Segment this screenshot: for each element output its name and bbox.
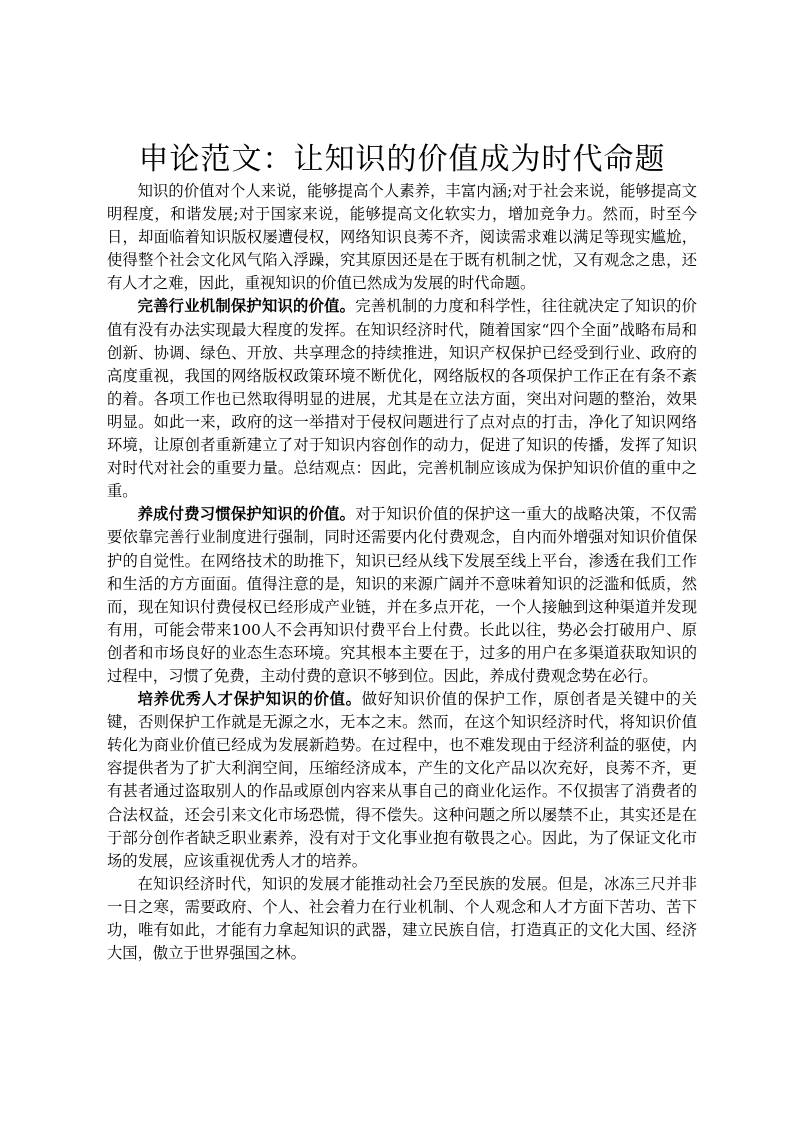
paragraph-payment — [107, 503, 697, 688]
paragraph-lead: 培养优秀人才保护知识的价值。 — [137, 690, 362, 709]
paragraph-text: 知识的价值对个人来说，能够提高个人素养，丰富内涵;对于社会来说，能够提高文明程度，和谐发展;对于国家来说，能够提高文化软实力，增加竞争力。然而，时至今日，却面临着知识版权屡遭侵权，网络知识良莠不齐，阅读需求难以满足等现实尴尬，使得整个社会文化风气陷入浮躁，究其原因还是在于既有机制之忧，又有观念之患，还有人才之难，因此，重视知识的价值已然成为发展的时代命题。 — [107, 182, 697, 293]
paragraph-mechanism — [107, 295, 697, 503]
paragraph-conclusion — [107, 873, 697, 965]
paragraph-talent — [107, 688, 697, 873]
paragraph-lead: 完善行业机制保护知识的价值。 — [137, 297, 356, 316]
paragraph-text: 对于知识价值的保护这一重大的战略决策，不仅需要依靠完善行业制度进行强制，同时还需要内化付费观念，自内而外增强对知识价值保护的自觉性。在网络技术的助推下，知识已经从线下发展至线上平台，渗透在我们工作和生活的方方面面。值得注意的是，知识的来源广阔并不意味着知识的泛滥和低质，然而，现在知识付费侵权已经形成产业链，并在多点开花，一个人接触到这种渠道并发现有用，可能会带来100人不会再知识付费平台上付费。长此以往，势必会打破用户、原创者和市场良好的业态生态环境。究其根本主要在于，过多的用户在多渠道获取知识的过程中，习惯了免费，主动付费的意识不够到位。因此，养成付费观念势在必行。 — [107, 505, 697, 685]
paragraph-text: 在知识经济时代，知识的发展才能推动社会乃至民族的发展。但是，冰冻三尺并非一日之寒，需要政府、个人、社会着力在行业机制、个人观念和人才方面下苦功、苦下功，唯有如此，才能有力拿起知识的武器，建立民族自信，打造真正的文化大国、经济大国，傲立于世界强国之林。 — [107, 874, 697, 963]
paragraph-intro — [107, 180, 697, 295]
paragraph-lead: 养成付费习惯保护知识的价值。 — [137, 505, 356, 524]
paragraph-text: 做好知识价值的保护工作，原创者是关键中的关键，否则保护工作就是无源之水，无本之末。然而，在这个知识经济时代，将知识价值转化为商业价值已经成为发展新趋势。在过程中，也不难发现由于经济利益的驱使，内容提供者为了扩大利润空间，压缩经济成本，产生的文化产品以次充好，良莠不齐，更有甚者通过盗取别人的作品或原创内容来从事自己的商业化运作。不仅损害了消费者的合法权益，还会引来文化市场恐慌，得不偿失。这种问题之所以屡禁不止，其实还是在于部分创作者缺乏职业素养，没有对于文化事业抱有敬畏之心。因此，为了保证文化市场的发展，应该重视优秀人才的培养。 — [107, 690, 697, 870]
document-title: 申论范文：让知识的价值成为时代命题 — [138, 142, 666, 177]
document-page — [107, 140, 697, 965]
paragraph-text: 完善机制的力度和科学性，往往就决定了知识的价值有没有办法实现最大程度的发挥。在知识经济时代，随着国家“四个全面”战略布局和创新、协调、绿色、开放、共享理念的持续推进，知识产权保护已经受到行业、政府的高度重视，我国的网络版权政策环境不断优化，网络版权的各项保护工作正在有条不紊的着。各项工作也已然取得明显的进展，尤其是在立法方面，突出对问题的整治，效果明显。如此一来，政府的这一举措对于侵权问题进行了点对点的打击，净化了知识网络环境，让原创者重新建立了对于知识内容创作的动力，促进了知识的传播，发挥了知识对时代对社会的重要力量。总结观点：因此，完善机制应该成为保护知识价值的重中之重。 — [107, 297, 697, 501]
